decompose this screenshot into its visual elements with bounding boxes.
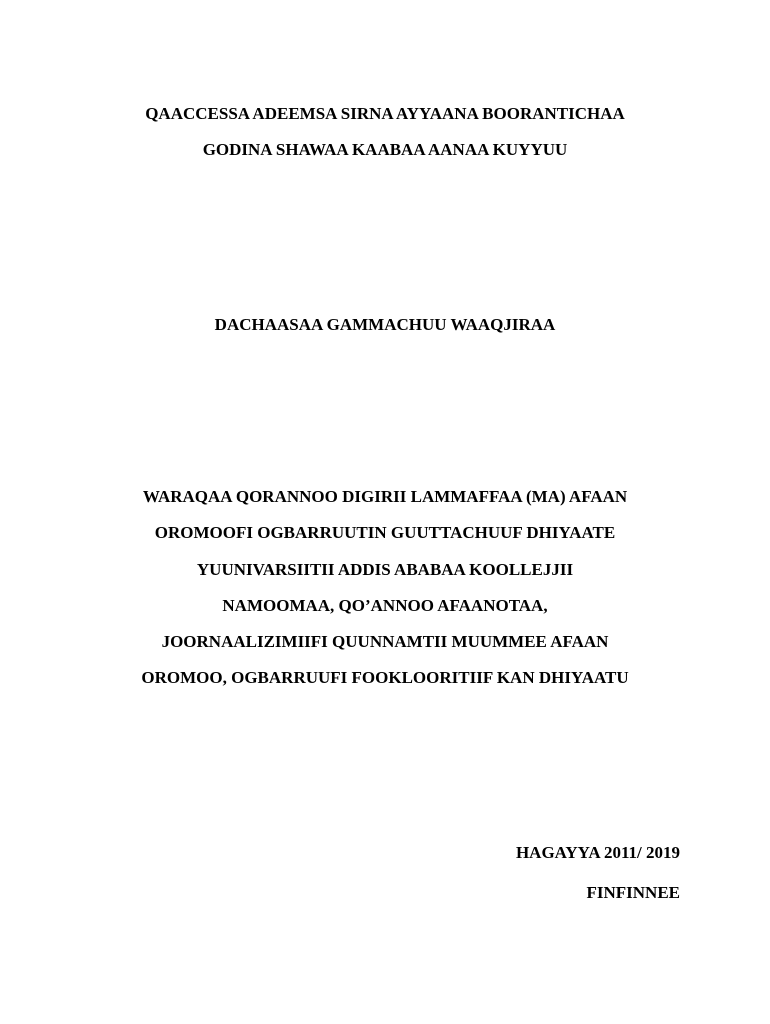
thesis-title-line-2: GODINA SHAWAA KAABAA AANAA KUYYUU: [202, 140, 568, 159]
submission-place: FINFINNEE: [586, 883, 680, 902]
author-name: DACHAASAA GAMMACHUU WAAQJIRAA: [214, 315, 556, 334]
submission-line-3: YUUNIVARSIITII ADDIS ABABAA KOOLLEJJII: [196, 560, 574, 579]
submission-line-1: WARAQAA QORANNOO DIGIRII LAMMAFFAA (MA) AFAAN: [142, 487, 628, 506]
submission-line-2: OROMOOFI OGBARRUUTIN GUUTTACHUUF DHIYAATE: [154, 523, 616, 542]
submission-date: HAGAYYA 2011/ 2019: [515, 843, 680, 862]
thesis-title-line-1: QAACCESSA ADEEMSA SIRNA AYYAANA BOORANTICHAA: [145, 104, 625, 123]
submission-line-5: JOORNAALIZIMIIFI QUUNNAMTII MUUMMEE AFAAN: [161, 632, 609, 651]
submission-line-6: OROMOO, OGBARRUUFI FOOKLOORITIIF KAN DHIYAATU: [141, 668, 629, 687]
submission-line-4: NAMOOMAA, QO’ANNOO AFAANOTAA,: [222, 596, 548, 615]
